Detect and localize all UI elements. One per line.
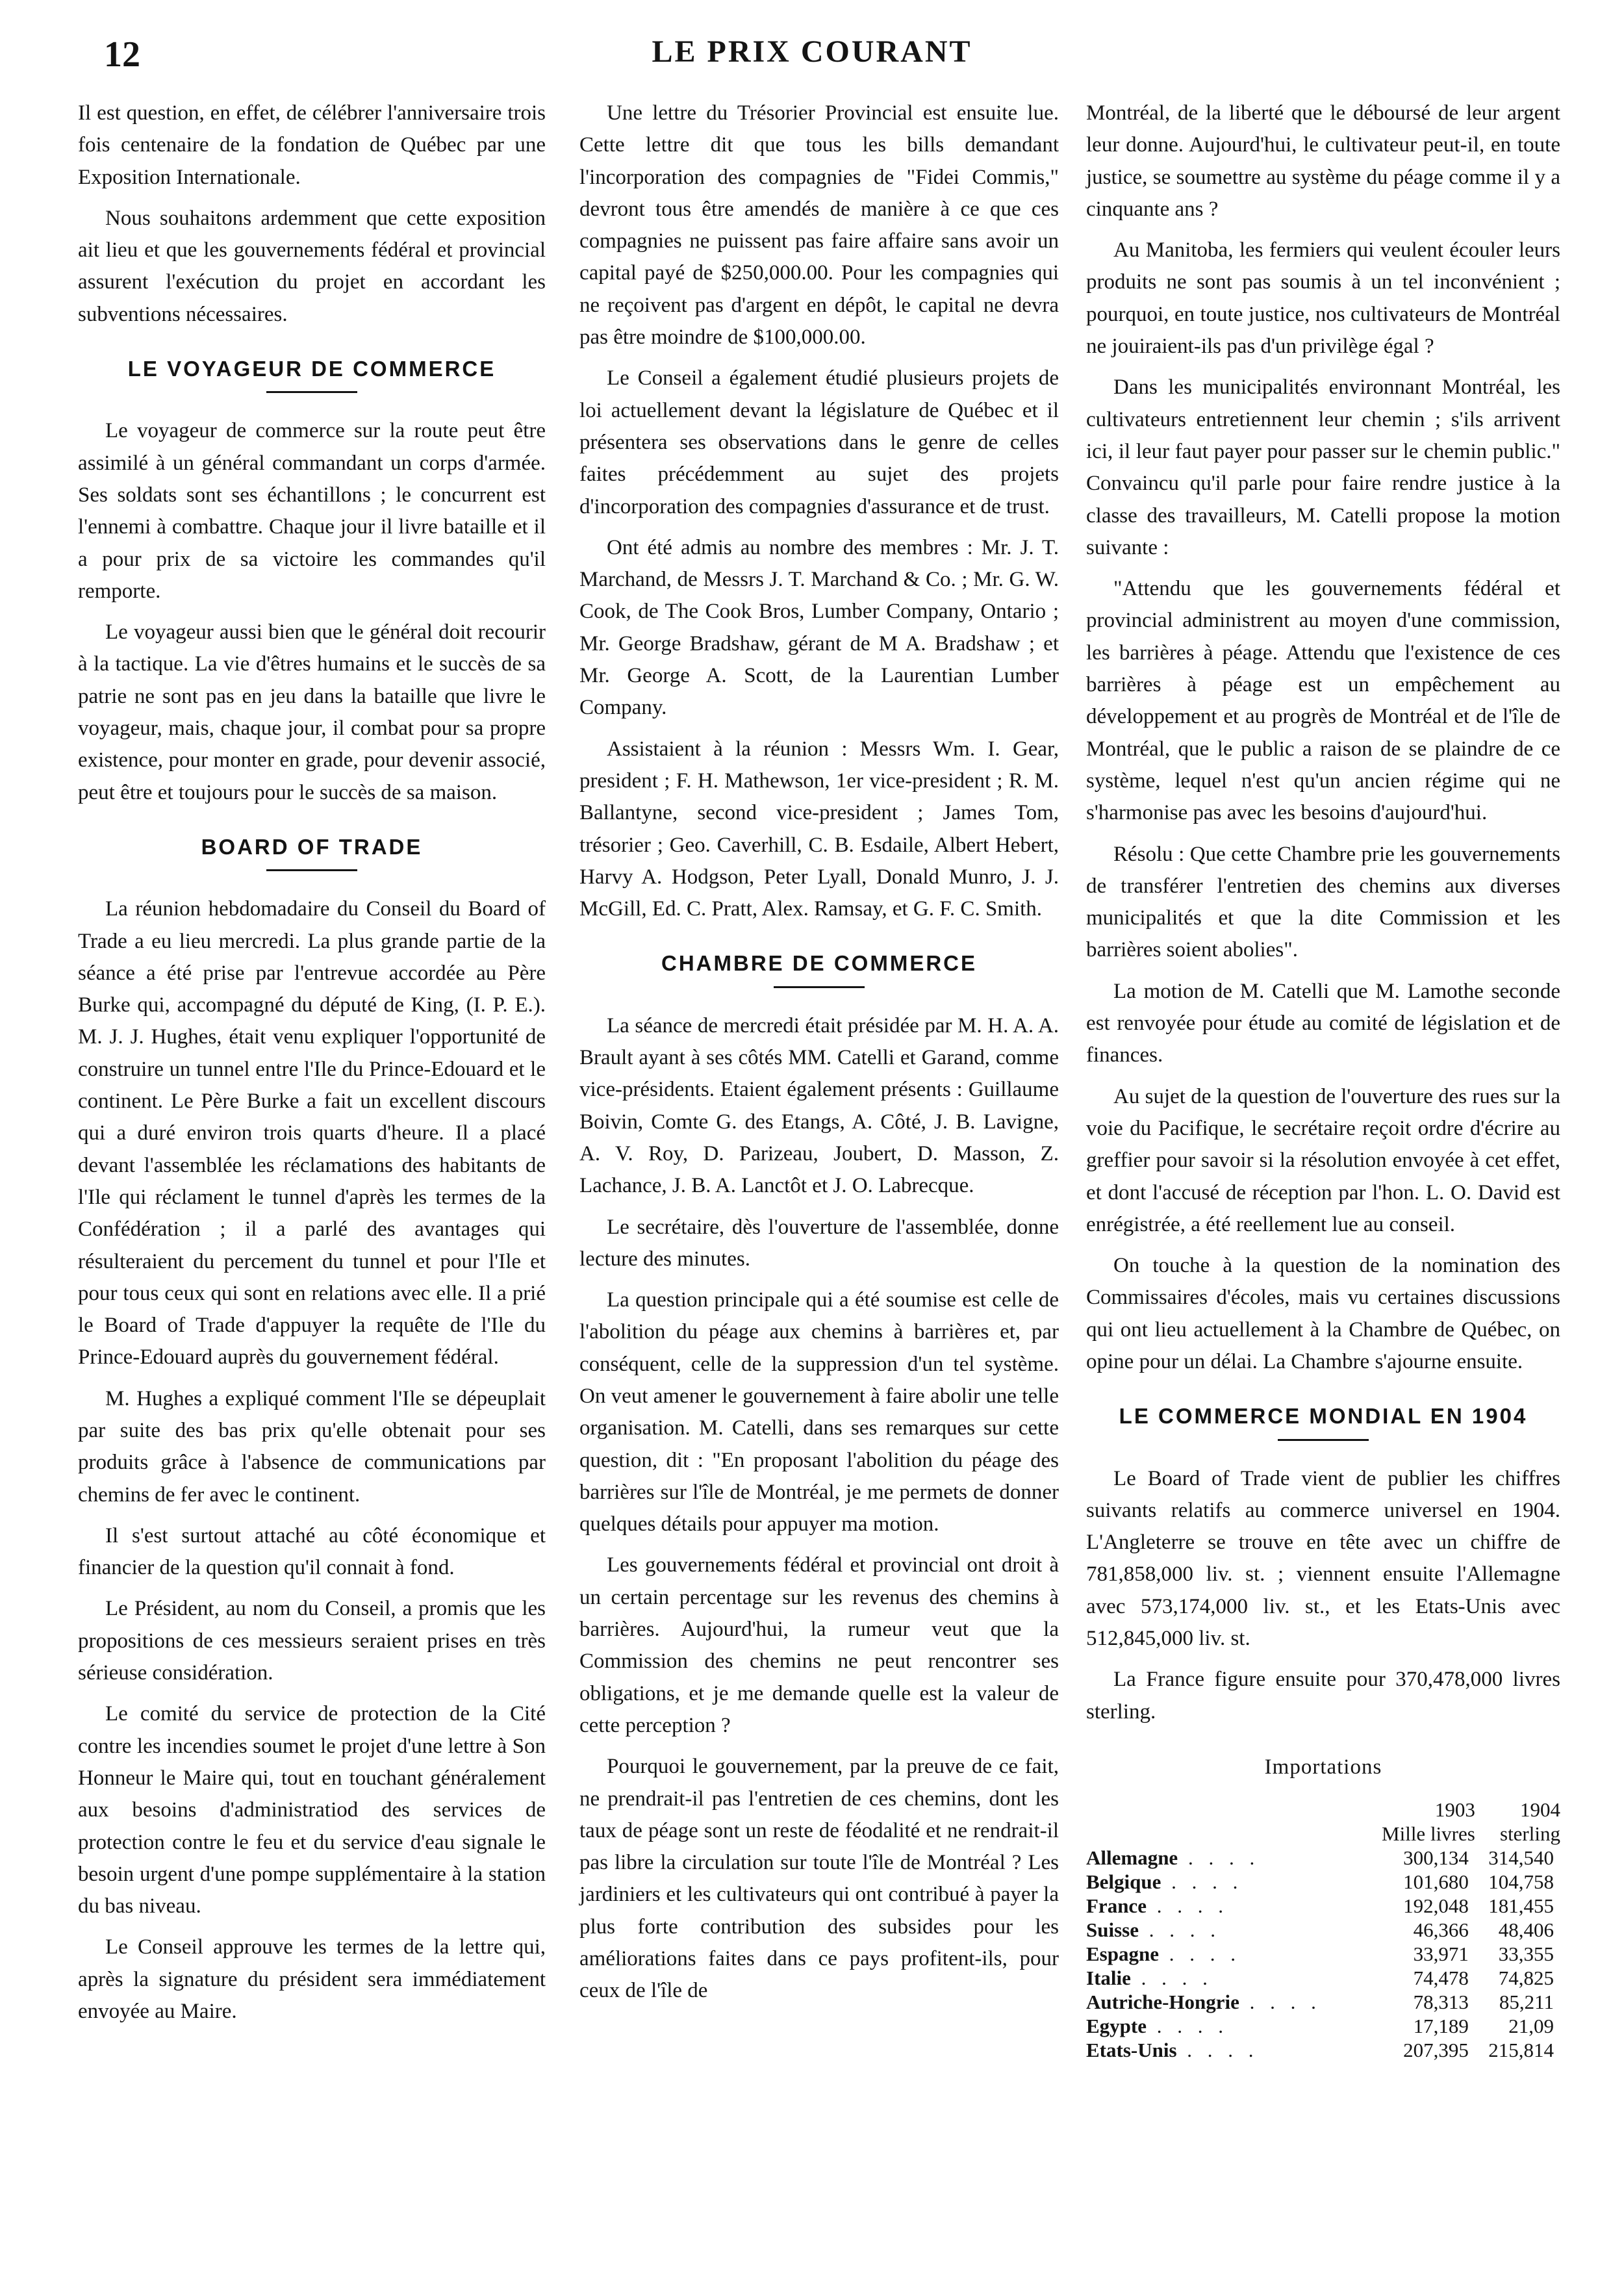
country-name: Allemagne <box>1086 1846 1178 1870</box>
value-1904-cell: 181,455 <box>1488 1894 1554 1918</box>
paragraph: Montréal, de la liberté que le déboursé de leur argent leur donne. Aujourd'hui, le cultivateur peut-il, en toute justice, se soumettre au système du péage comme il y a cinquante ans ? <box>1086 101 1560 221</box>
value-1903-cell: 17,189 <box>1413 2015 1469 2038</box>
table-row <box>1086 1990 1560 2014</box>
heading-rule <box>266 391 357 393</box>
paragraph: On touche à la question de la nomination des Commissaires d'écoles, mais vu certaines discussions qui ont lieu actuellement à la Chambre de Québec, on opine pour un délai. La Chambre s'ajourne ensuite. <box>1086 1254 1560 1373</box>
column-1 <box>78 97 546 2037</box>
value-1903-cell: 101,680 <box>1403 1870 1469 1894</box>
paragraph: Les gouvernements fédéral et provincial ont droit à un certain percentage sur les revenus des chemins à barrières. Aujourd'hui, la rumeur veut que la Commission des chemins ne peut rencontrer ses obligations, et je me demande quelle est la valeur de cette perception ? <box>579 1553 1059 1737</box>
country-cell <box>1086 2038 1365 2062</box>
column-3 <box>1086 97 1560 2062</box>
value-1903-cell: 33,971 <box>1413 1942 1469 1966</box>
leader-dots: . . . . <box>1138 1918 1221 1942</box>
table-row <box>1086 1870 1560 1894</box>
page-title: LE PRIX COURANT <box>652 34 972 69</box>
section-heading-chambre: CHAMBRE DE COMMERCE <box>661 951 977 976</box>
value-1903-cell: 300,134 <box>1403 1846 1469 1870</box>
heading-rule <box>1278 1439 1369 1441</box>
paragraph: La question principale qui a été soumise est celle de l'abolition du péage aux chemins à barrières et, par conséquent, celle de la suppression d'un tel système. On veut amener le gouvernement à faire abolir une telle organisation. M. Catelli, dans ses remarques sur cette question, dit : "En proposant l'abolition du péage des barrières sur l'île de Montréal, je me permets de donner quelques détails pour appuyer ma motion. <box>579 1288 1059 1536</box>
paragraph: La motion de M. Catelli que M. Lamothe seconde est renvoyée pour étude au comité de législation et de finances. <box>1086 979 1560 1067</box>
paragraph: La réunion hebdomadaire du Conseil du Board of Trade a eu lieu mercredi. La plus grande partie de la séance a été prise par l'entrevue accordée au Père Burke qui, accompagné du député de King, (I. P. E.). M. J. J. Hughes, était venu expliquer l'opportunité de construire un tunnel entre l'Ile du Prince-Edouard et le continent. Le Père Burke a fait un excellent discours qui a duré environ trois quarts d'heure. Il a placé devant l'assemblée les réclamations des habitants de l'Ile qui réclament le tunnel d'après les termes de la Confédération ; il a parlé des avantages qui résulteraient du percement du tunnel et pour l'Ile et pour tous ceux qui sont en relations avec elle. Il a prié le Board of Trade d'appuyer la requête de l'Ile du Prince-Edouard auprès du gouvernement fédéral. <box>78 897 546 1369</box>
imports-table <box>1086 1798 1560 2062</box>
paragraph: Nous souhaitons ardemment que cette exposition ait lieu et que les gouvernements fédéral et provincial assurent l'exécution du projet en accordant les subventions nécessaires. <box>78 206 546 326</box>
imports-table-body <box>1086 1846 1560 2062</box>
country-cell <box>1086 1942 1365 1966</box>
country-name: France <box>1086 1894 1147 1918</box>
leader-dots: . . . . <box>1130 1967 1213 1990</box>
country-cell <box>1086 1990 1365 2014</box>
column-header-1903: 1903 <box>1434 1798 1475 1822</box>
value-1904-cell: 33,355 <box>1498 1942 1554 1966</box>
value-1904-cell: 314,540 <box>1488 1846 1554 1870</box>
country-cell <box>1086 1870 1365 1894</box>
leader-dots: . . . . <box>1158 1942 1241 1966</box>
value-1903-cell: 78,313 <box>1413 1991 1469 2014</box>
paragraph: Ont été admis au nombre des membres : Mr. J. T. Marchand, de Messrs J. T. Marchand & Co. ; Mr. G. W. Cook, de The Cook Bros, Lumber Company, Ontario ; Mr. George Bradshaw, gérant de M A. Bradshaw ; et Mr. George A. Scott, de la Laurentian Lumber Company. <box>579 535 1059 720</box>
paragraph: Résolu : Que cette Chambre prie les gouvernements de transférer l'entretien des chemins aux diverses municipalités et que la dite Commission et les barrières soient abolies". <box>1086 842 1560 962</box>
paragraph: Le Conseil approuve les termes de la lettre qui, après la signature du président sera immédiatement envoyée au Maire. <box>78 1935 546 2024</box>
table-unit-row <box>1086 1822 1560 1846</box>
paragraph: Il s'est surtout attaché au côté économique et financier de la question qu'il connait à fond. <box>78 1523 546 1580</box>
value-1904-cell: 48,406 <box>1498 1918 1554 1942</box>
paragraph: La séance de mercredi était présidée par M. H. A. A. Brault ayant à ses côtés MM. Catelli et Garand, comme vice-présidents. Etaient également présents : Guillaume Boivin, Comte G. des Etangs, A. Côté, J. B. Lavigne, A. V. Roy, D. Parizeau, Joubert, D. Masson, Z. Lachance, J. B. A. Lanctôt et J. O. Labrecque. <box>579 1013 1059 1198</box>
country-cell <box>1086 1894 1365 1918</box>
leader-dots: . . . . <box>1147 2015 1228 2038</box>
table-caption: Importations <box>1264 1755 1382 1779</box>
country-name: Belgique <box>1086 1870 1161 1894</box>
paragraph: Le voyageur aussi bien que le général doit recourir à la tactique. La vie d'êtres humains et le succès de sa patrie ne sont pas en jeu dans la bataille que livre le voyageur, mais, chaque jour, il combat pour sa propre existence, pour monter en grade, pour devenir associé, peut être et toujours pour le succès de sa maison. <box>78 620 546 804</box>
unit-label: Mille livres <box>1382 1822 1475 1846</box>
paragraph: M. Hughes a expliqué comment l'Ile se dépeuplait par suite des bas prix qu'elle obtenait pour ses produits grâce à l'absence de communications par chemins de fer avec le continent. <box>78 1386 546 1507</box>
country-name: Etats-Unis <box>1086 2039 1177 2062</box>
table-row <box>1086 1846 1560 1870</box>
paragraph: Le secrétaire, dès l'ouverture de l'assemblée, donne lecture des minutes. <box>579 1215 1059 1271</box>
table-row <box>1086 1942 1560 1966</box>
country-name: Espagne <box>1086 1942 1159 1966</box>
paragraph: Le Conseil a également étudié plusieurs projets de loi actuellement devant la législature de Québec et il présentera ses observations dans le genre de celles faites précédemment au sujet des projets d'incorporation des compagnies d'assurance et de trust. <box>579 366 1059 518</box>
leader-dots: . . . . <box>1176 2039 1259 2062</box>
value-1904-cell: 104,758 <box>1488 1870 1554 1894</box>
value-1903-cell: 207,395 <box>1403 2039 1469 2062</box>
leader-dots: . . . . <box>1239 1991 1321 2014</box>
paragraph: Une lettre du Trésorier Provincial est ensuite lue. Cette lettre dit que tous les bills demandant l'incorporation des compagnies de "Fidei Commis," devront tous être amendés de manière à ce que ces compagnies ne puissent pas faire affaire sans avoir un capital payé de $250,000.00. Pour les compagnies qui ne reçoivent pas d'argent en dépôt, le capital ne devra pas être moindre de $100,000.00. <box>579 101 1059 350</box>
leader-dots: . . . . <box>1178 1846 1260 1870</box>
paragraph: Pourquoi le gouvernement, par la preuve de ce fait, ne prendrait-il pas l'entretien de ces chemins, dont les taux de péage sont un reste de féodalité et ne rendrait-il pas libre la circulation sur toute l'île de Montréal ? Les jardiniers et les cultivateurs qui ont contribué à payer la plus forte contribution des subsides pour les améliorations faites dans ce pays profitent-ils, pour ceux de l'île de <box>579 1755 1059 2003</box>
country-name: Italie <box>1086 1967 1131 1990</box>
country-cell <box>1086 1966 1365 1990</box>
section-heading-commerce-mondial: LE COMMERCE MONDIAL EN 1904 <box>1119 1404 1528 1429</box>
country-cell <box>1086 2014 1365 2038</box>
country-name: Suisse <box>1086 1918 1139 1942</box>
table-header-row <box>1086 1798 1560 1822</box>
country-name: Egypte <box>1086 2015 1147 2038</box>
table-row <box>1086 1918 1560 1942</box>
column-header-1904: 1904 <box>1520 1798 1560 1822</box>
value-1904-cell: 74,825 <box>1498 1967 1554 1990</box>
country-cell <box>1086 1846 1365 1870</box>
section-heading-board-of-trade: BOARD OF TRADE <box>201 834 423 859</box>
value-1904-cell: 21,09 <box>1508 2015 1554 2038</box>
unit-label: sterling <box>1500 1822 1560 1846</box>
table-row <box>1086 2038 1560 2062</box>
paragraph: Au sujet de la question de l'ouverture des rues sur la voie du Pacifique, le secrétaire reçoit ordre d'écrire au greffier pour savoir si la résolution envoyée à cet effet, et dont l'accusé de réception par l'hon. L. O. David est enrégistrée, a été reellement lue au conseil. <box>1086 1084 1560 1236</box>
paragraph: Assistaient à la réunion : Messrs Wm. I. Gear, president ; F. H. Mathewson, 1er vice-president ; R. M. Ballantyne, second vice-president ; James Tom, trésorier ; Geo. Caverhill, C. B. Esdaile, Albert Hebert, Harvy A. Hodgson, Peter Lyall, Donald Munro, J. J. McGill, Ed. C. Pratt, Alex. Ramsay, et G. F. C. Smith. <box>579 737 1059 921</box>
paragraph: Au Manitoba, les fermiers qui veulent écouler leurs produits ne sont pas soumis à un tel inconvénient ; pourquoi, en toute justice, nos cultivateurs de Montréal ne jouiraient-ils pas d'un privilège égal ? <box>1086 238 1560 359</box>
table-row <box>1086 2014 1560 2038</box>
country-name: Autriche-Hongrie <box>1086 1991 1239 2014</box>
country-cell <box>1086 1918 1365 1942</box>
value-1904-cell: 85,211 <box>1499 1991 1554 2014</box>
paragraph: Le Président, au nom du Conseil, a promis que les propositions de ces messieurs seraient prises en très sérieuse considération. <box>78 1597 546 1685</box>
paragraph: Le Board of Trade vient de publier les chiffres suivants relatifs au commerce universel en 1904. L'Angleterre se trouve en tête avec un chiffre de 781,858,000 liv. st. ; viennent ensuite l'Allemagne avec 573,174,000 liv. st., et les Etats-Unis avec 512,845,000 liv. st. <box>1086 1466 1560 1651</box>
section-heading-voyageur: LE VOYAGEUR DE COMMERCE <box>127 357 496 381</box>
paragraph: Le voyageur de commerce sur la route peut être assimilé à un général commandant un corps d'armée. Ses soldats sont ses échantillons ; le concurrent est l'ennemi à combattre. Chaque jour il livre bataille et il a pour prix de sa victoire les commandes qu'il remporte. <box>78 419 546 603</box>
paragraph: La France figure ensuite pour 370,478,000 livres sterling. <box>1086 1668 1560 1724</box>
leader-dots: . . . . <box>1161 1870 1243 1894</box>
value-1904-cell: 215,814 <box>1488 2039 1554 2062</box>
paragraph: Le comité du service de protection de la Cité contre les incendies soumet le projet d'une lettre à Son Honneur le Maire qui, tout en touchant généralement aux besoins d'administratiod des services de protection contre le feu et du service d'eau signale le besoin urgent d'une pompe supplémentaire à la station du bas niveau. <box>78 1702 546 1918</box>
page-number: 12 <box>104 34 140 75</box>
heading-rule <box>774 986 865 988</box>
column-2 <box>579 97 1059 2017</box>
value-1903-cell: 46,366 <box>1413 1918 1469 1942</box>
paragraph: "Attendu que les gouvernements fédéral et provincial administrent au moyen d'une commission, les barrières à péage. Attendu que l'existence de ces barrières à péage est un empêchement au développement et au progrès de Montréal et de l'île de Montréal, que le public a raison de se plaindre de ce système, lequel n'est qu'un ancien régime qui ne s'harmonise pas avec les besoins d'aujourd'hui. <box>1086 577 1560 825</box>
value-1903-cell: 192,048 <box>1403 1894 1469 1918</box>
leader-dots: . . . . <box>1146 1894 1228 1918</box>
table-row <box>1086 1966 1560 1990</box>
heading-rule <box>266 869 357 871</box>
paragraph: Il est question, en effet, de célébrer l'anniversaire trois fois centenaire de la fondation de Québec par une Exposition Internationale. <box>78 101 546 189</box>
paragraph: Dans les municipalités environnant Montréal, les cultivateurs entretiennent leur chemin ; s'ils arrivent ici, il leur faut payer pour passer sur le chemin public." Convaincu qu'il parle pour faire rendre justice à la classe des travailleurs, M. Catelli propose la motion suivante : <box>1086 376 1560 559</box>
table-row <box>1086 1894 1560 1918</box>
page-header <box>0 29 1624 87</box>
value-1903-cell: 74,478 <box>1413 1967 1469 1990</box>
